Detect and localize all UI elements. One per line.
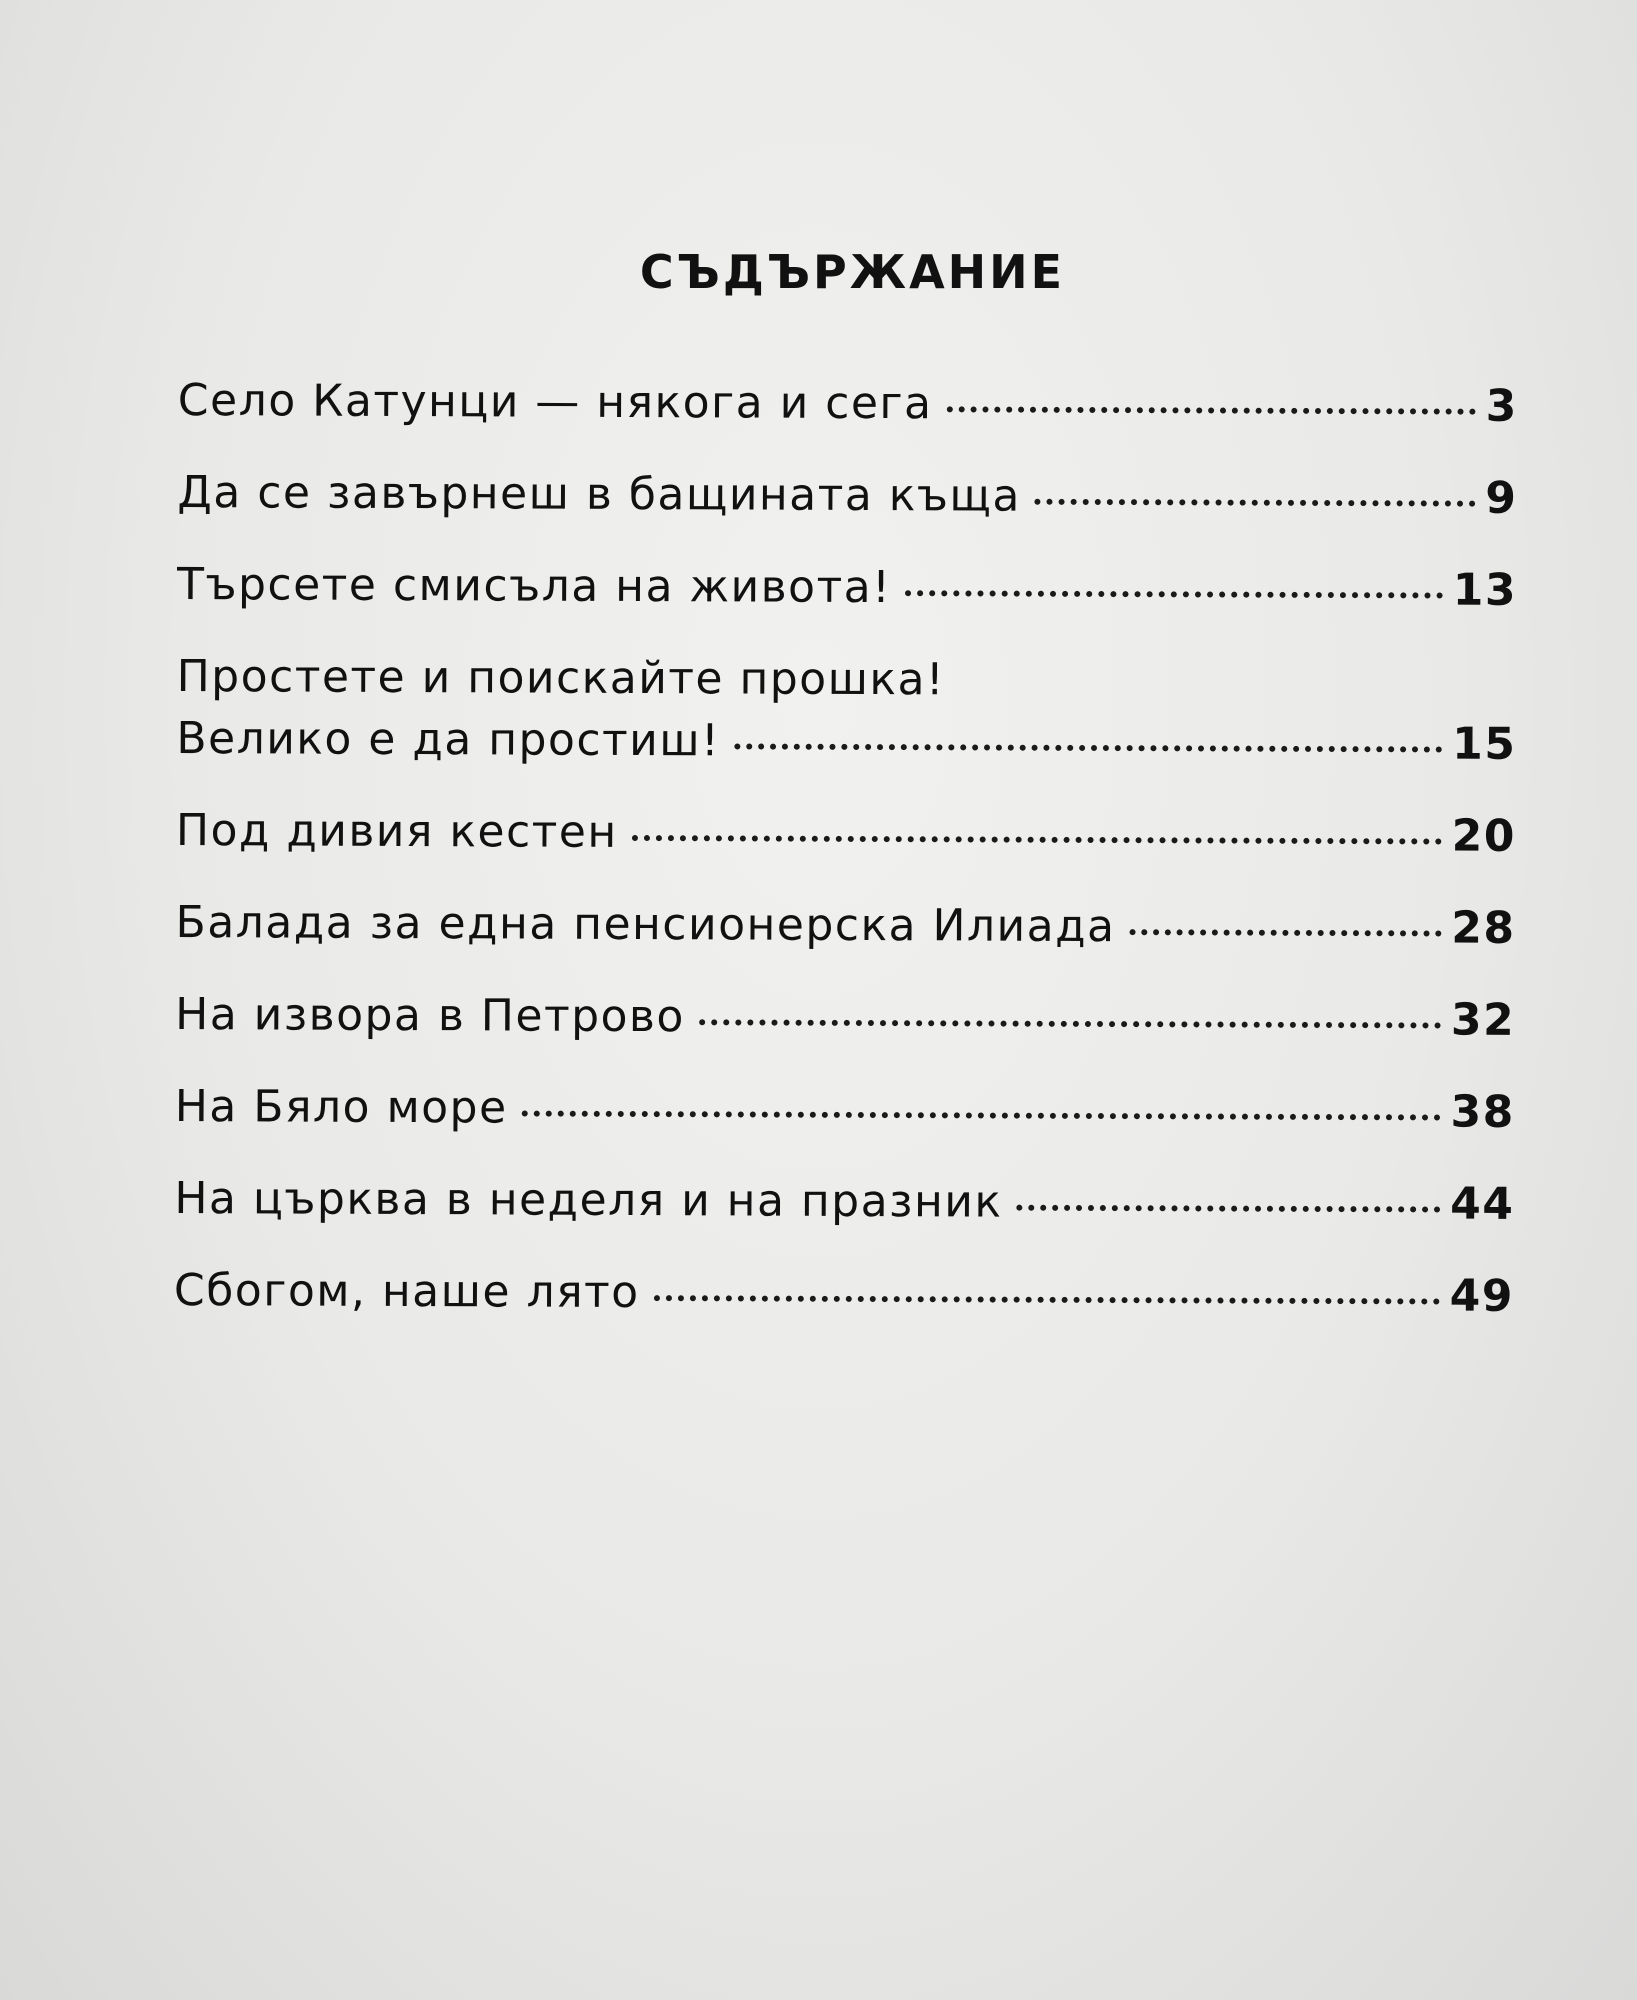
toc-entry-title: Да се завърнеш в бащината къща bbox=[177, 466, 1021, 522]
dot-leader bbox=[1035, 499, 1475, 507]
toc-entry-page: 13 bbox=[1452, 564, 1518, 616]
toc-entry-title-line1: Простете и поискайте прошка! bbox=[176, 650, 946, 706]
toc-entry bbox=[175, 984, 1515, 1052]
toc-entry-title: Търсете смисъла на живота! bbox=[176, 558, 892, 614]
dot-leader bbox=[654, 1295, 1440, 1304]
toc-entry-page: 20 bbox=[1451, 810, 1517, 862]
toc-entry bbox=[174, 1168, 1514, 1236]
toc-entry-title: Село Катунци — някога и сега bbox=[177, 374, 933, 430]
toc-entry-page: 28 bbox=[1451, 902, 1516, 954]
toc-entry-page: 15 bbox=[1452, 718, 1517, 770]
toc-entry-title: На Бяло море bbox=[174, 1080, 508, 1134]
toc-entry bbox=[175, 892, 1515, 960]
toc-entry-title: Велико е да простиш! bbox=[176, 712, 721, 767]
dot-leader bbox=[1016, 1205, 1440, 1213]
toc-entry-page: 32 bbox=[1450, 994, 1516, 1046]
dot-leader bbox=[522, 1111, 1441, 1121]
toc-entry-page: 3 bbox=[1485, 380, 1518, 432]
toc-entry bbox=[176, 646, 1517, 776]
toc-entry bbox=[178, 370, 1518, 438]
toc-entry-page: 49 bbox=[1449, 1270, 1515, 1322]
dot-leader bbox=[632, 835, 1442, 845]
toc-entry-page: 9 bbox=[1485, 472, 1518, 524]
toc-entry-title: На църква в неделя и на празник bbox=[174, 1172, 1003, 1228]
toc-entry-page: 44 bbox=[1450, 1178, 1515, 1230]
toc-entry bbox=[176, 800, 1516, 868]
toc-entry-title: Сбогом, наше лято bbox=[173, 1264, 640, 1319]
toc-entry-title: Под дивия кестен bbox=[175, 804, 618, 858]
table-of-contents bbox=[174, 370, 1518, 1358]
toc-entry bbox=[174, 1260, 1514, 1328]
toc-entry bbox=[177, 554, 1517, 622]
toc-entry-title: Балада за една пенсионерска Илиада bbox=[175, 896, 1116, 953]
dot-leader bbox=[947, 406, 1476, 414]
dot-leader bbox=[1129, 929, 1441, 936]
toc-entry bbox=[175, 1076, 1515, 1144]
toc-entry-page: 38 bbox=[1450, 1086, 1515, 1138]
toc-heading: СЪДЪРЖАНИЕ bbox=[639, 245, 1066, 299]
dot-leader bbox=[905, 590, 1443, 598]
toc-entry bbox=[177, 462, 1517, 530]
dot-leader bbox=[699, 1019, 1441, 1028]
toc-entry-title: На извора в Петрово bbox=[175, 988, 685, 1043]
dot-leader bbox=[734, 743, 1442, 752]
